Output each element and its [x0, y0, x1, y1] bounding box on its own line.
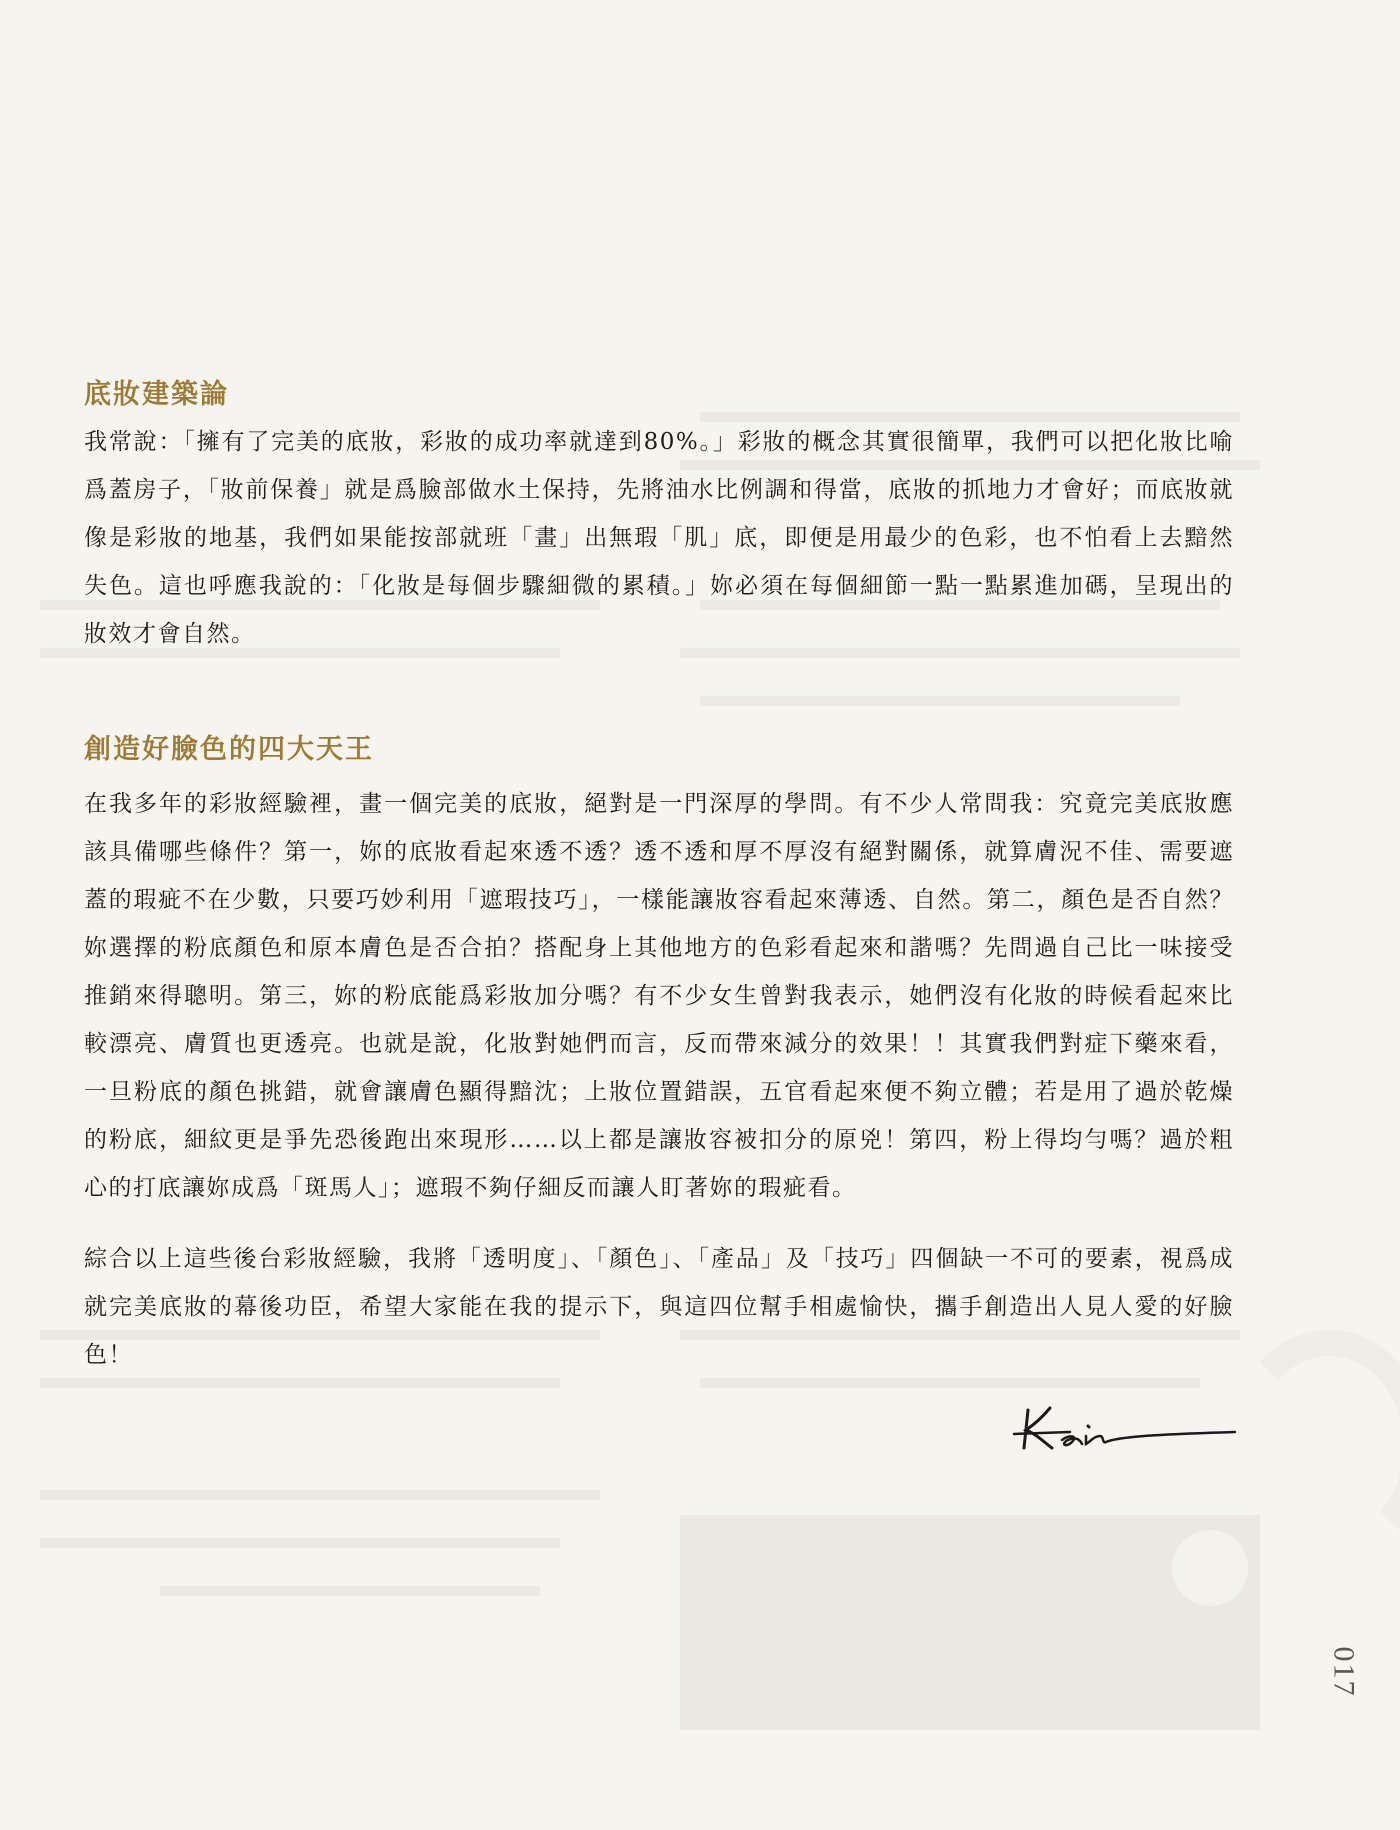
section-paragraph: 我常說：「擁有了完美的底妝，彩妝的成功率就達到80%。」彩妝的概念其實很簡單，我們可以把化妝比喻爲蓋房子，「妝前保養」就是爲臉部做水土保持，先將油水比例調和得當，底妝的抓地力才會好；而底妝就像是彩妝的地基，我們如果能按部就班「畫」出無瑕「肌」底，即便是用最少的色彩，也不怕看上去黯然失色。這也呼應我說的：「化妝是每個步驟細微的累積。」妳必須在每個細節一點一點累進加碼，呈現出的妝效才會自然。 — [84, 429, 1234, 647]
section-paragraph: 綜合以上這些後台彩妝經驗，我將「透明度」、「顏色」、「產品」及「技巧」四個缺一不可的要素，視爲成就完美底妝的幕後功臣，希望大家能在我的提示下，與這四位幫手相處愉快，攜手創造出人見人愛的好臉色！ — [84, 1246, 1234, 1368]
signature-image — [1010, 1390, 1240, 1470]
page-number: 017 — [1327, 1646, 1361, 1698]
section-heading-four-kings: 創造好臉色的四大天王 — [84, 734, 374, 765]
section-heading-foundation-architecture: 底妝建築論 — [84, 379, 229, 410]
section-paragraph: 在我多年的彩妝經驗裡，畫一個完美的底妝，絕對是一門深厚的學問。有不少人常問我：究竟完美底妝應該具備哪些條件？第一，妳的底妝看起來透不透？透不透和厚不厚沒有絕對關係，就算膚況不佳、需要遮蓋的瑕疵不在少數，只要巧妙利用「遮瑕技巧」，一樣能讓妝容看起來薄透、自然。第二，顏色是否自然？妳選擇的粉底顏色和原本膚色是否合拍？搭配身上其他地方的色彩看起來和諧嗎？先問過自己比一味接受推銷來得聰明。第三，妳的粉底能爲彩妝加分嗎？有不少女生曾對我表示，她們沒有化妝的時候看起來比較漂亮、膚質也更透亮。也就是說，化妝對她們而言，反而帶來減分的效果！！其實我們對症下藥來看，一旦粉底的顏色挑錯，就會讓膚色顯得黯沈；上妝位置錯誤，五官看起來便不夠立體；若是用了過於乾燥的粉底，細紋更是爭先恐後跑出來現形……以上都是讓妝容被扣分的原兇！第四，粉上得均勻嗎？過於粗心的打底讓妳成爲「斑馬人」；遮瑕不夠仔細反而讓人盯著妳的瑕疵看。 — [84, 791, 1234, 1201]
bleed-through-box — [680, 1515, 1260, 1730]
bleed-through-circle — [1172, 1530, 1248, 1606]
